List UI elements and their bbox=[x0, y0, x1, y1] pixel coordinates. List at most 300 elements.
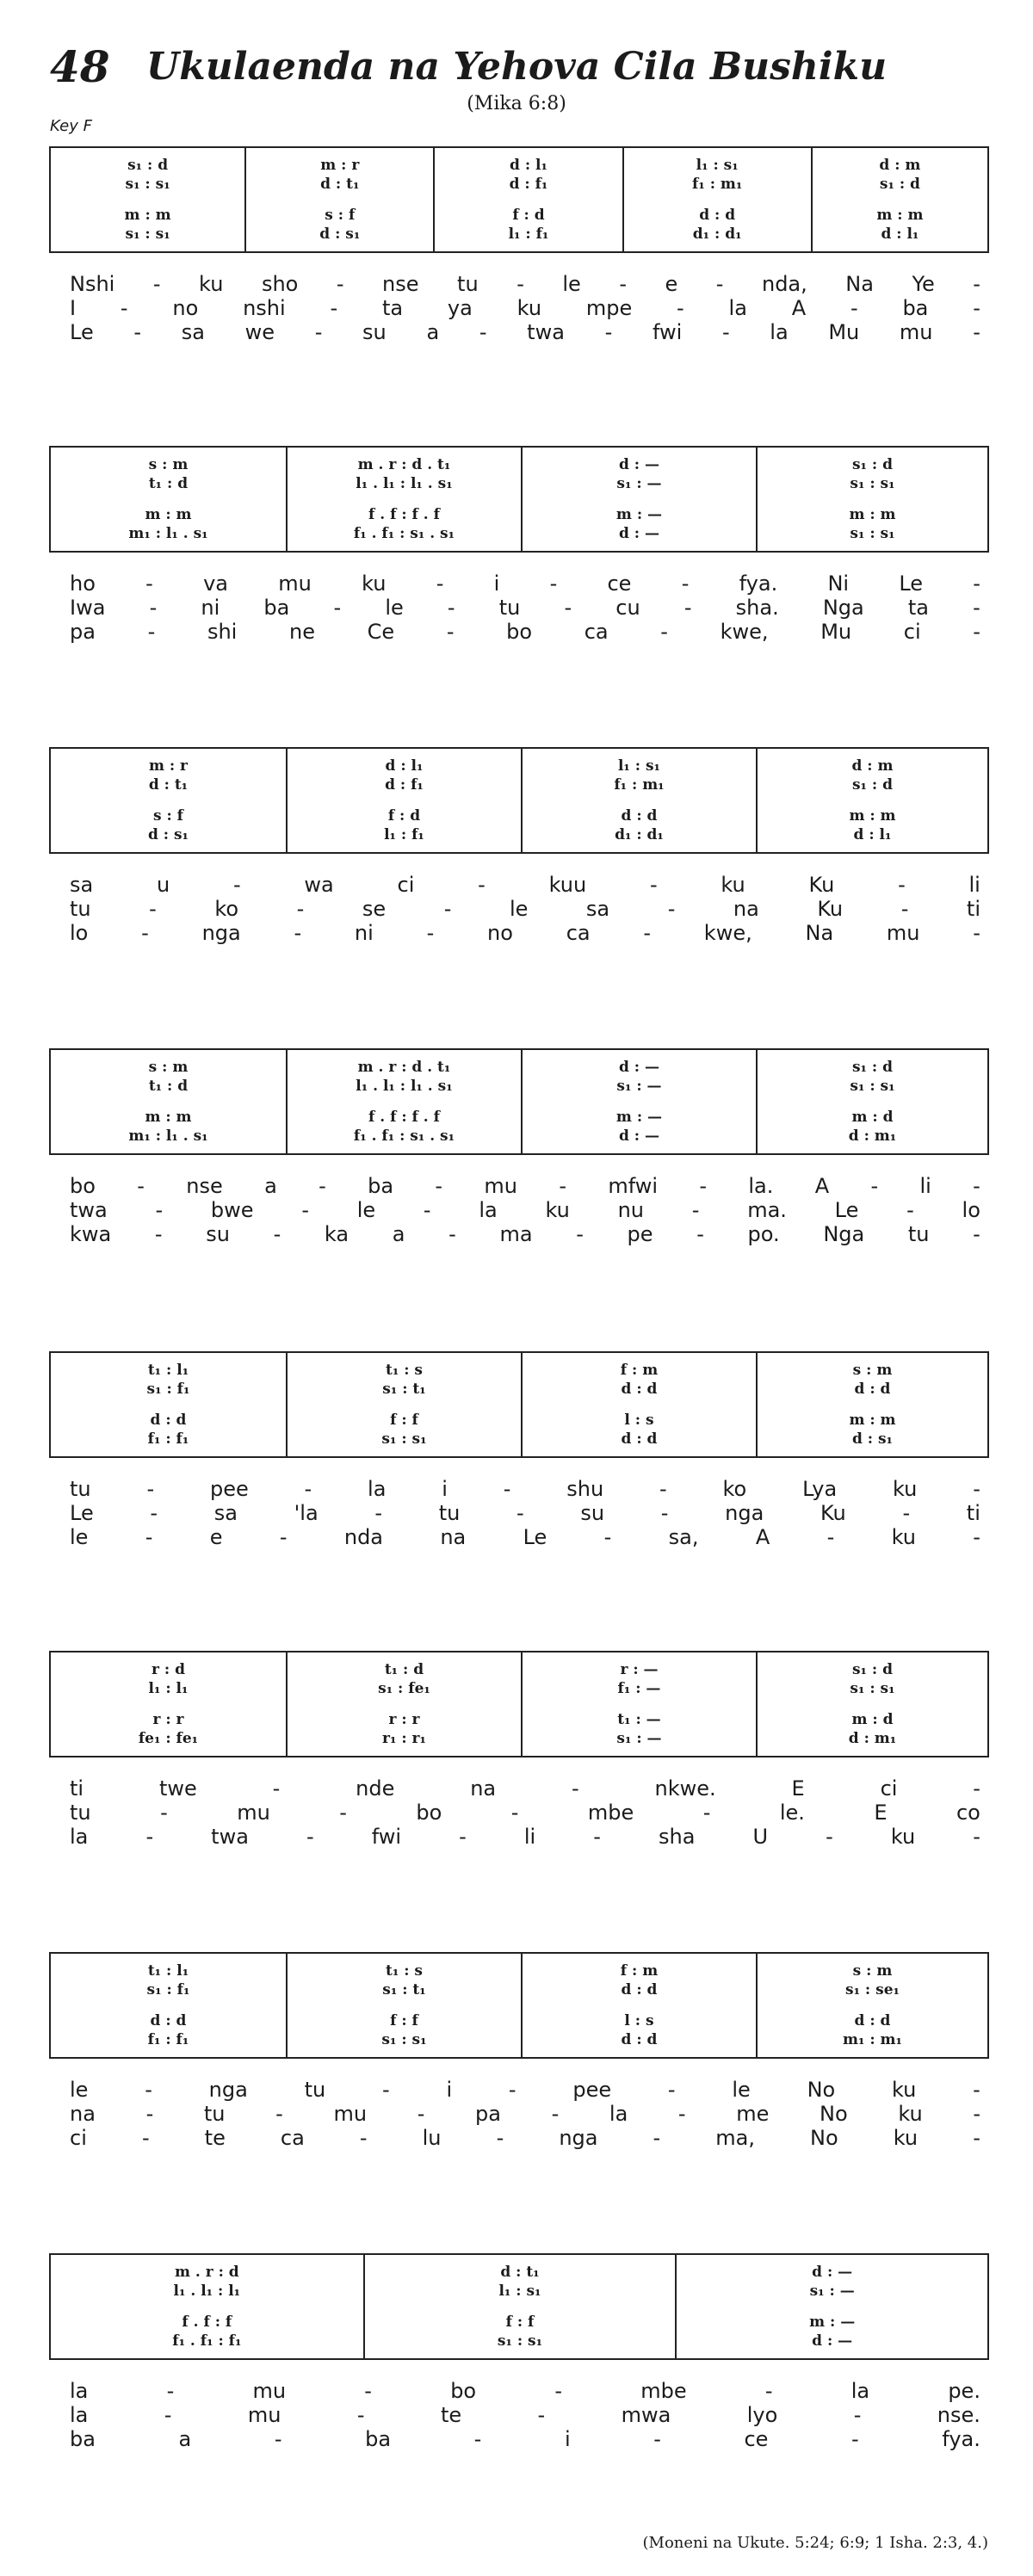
solfa-part-row bbox=[288, 506, 521, 523]
solfa-notes: s₁ : s₁ bbox=[850, 1680, 895, 1697]
lyric-syllable: - bbox=[660, 620, 668, 644]
solfa-notes: l₁ : l₁ bbox=[148, 1680, 189, 1697]
measure bbox=[811, 148, 987, 251]
lyric-syllable: - bbox=[906, 1198, 914, 1222]
lyric-syllable: tu bbox=[907, 1222, 930, 1246]
solfa-part-row bbox=[51, 2332, 363, 2350]
lyric-syllable: fwi bbox=[371, 1825, 402, 1849]
lyric-syllable: - bbox=[503, 1477, 511, 1501]
solfa-part-row bbox=[523, 1362, 756, 1379]
solfa-notes: r : — bbox=[620, 1661, 659, 1678]
solfa-part-row bbox=[246, 157, 433, 174]
lyric-line bbox=[49, 921, 989, 945]
solfa-part-row bbox=[246, 225, 433, 243]
lyric-syllable: Ku bbox=[808, 873, 835, 897]
lyrics-block bbox=[49, 873, 989, 945]
solfa-part-row bbox=[51, 807, 286, 825]
lyric-syllable: ku bbox=[891, 1525, 916, 1549]
lyric-syllable: - bbox=[721, 320, 730, 344]
solfa-notes: f : d bbox=[512, 207, 545, 224]
lyric-syllable: - bbox=[141, 921, 149, 945]
lyric-syllable: - bbox=[306, 1825, 314, 1849]
lyric-syllable: ku bbox=[545, 1198, 570, 1222]
solfa-notes: d : — bbox=[812, 2264, 853, 2281]
lyrics-block bbox=[49, 2078, 989, 2150]
solfa-part-row bbox=[288, 1680, 521, 1697]
lyric-syllable: la bbox=[368, 1477, 387, 1501]
lyric-syllable: sha. bbox=[735, 596, 779, 620]
lyric-syllable: mu bbox=[886, 921, 920, 945]
lyric-syllable: U bbox=[752, 1825, 769, 1849]
lyric-syllable: ce bbox=[607, 571, 632, 596]
solfa-notes: s₁ : s₁ bbox=[850, 475, 895, 492]
measure bbox=[521, 1652, 756, 1756]
solfa-notes: m : m bbox=[849, 506, 896, 523]
solfa-part-row bbox=[523, 776, 756, 794]
lyric-syllable: co bbox=[956, 1801, 980, 1825]
lyric-syllable: ka bbox=[324, 1222, 349, 1246]
lyric-syllable: - bbox=[279, 1525, 288, 1549]
measure bbox=[286, 749, 521, 852]
lyric-syllable: ci bbox=[397, 873, 415, 897]
lyric-syllable: - bbox=[426, 921, 435, 945]
lyric-syllable: nga bbox=[559, 2126, 598, 2150]
lyric-syllable: la bbox=[609, 2102, 628, 2126]
lyric-syllable: - bbox=[435, 1174, 443, 1198]
lyric-syllable: - bbox=[273, 1222, 281, 1246]
solfa-notes: s₁ : fe₁ bbox=[378, 1680, 430, 1697]
solfa-part-row bbox=[51, 2031, 286, 2048]
lyric-syllable: nda, bbox=[761, 272, 807, 296]
lyrics-block bbox=[49, 1776, 989, 1849]
lyric-syllable: i bbox=[564, 2427, 571, 2451]
lyric-syllable: shu bbox=[566, 1477, 604, 1501]
lyric-syllable: - bbox=[564, 596, 572, 620]
solfa-part-row bbox=[758, 1127, 987, 1145]
solfa-part-row bbox=[288, 475, 521, 492]
solfa-notes: f₁ : f₁ bbox=[147, 1430, 189, 1448]
solfa-staff bbox=[49, 1048, 989, 1155]
solfa-part-row bbox=[365, 2332, 676, 2350]
lyric-syllable: E bbox=[874, 1801, 888, 1825]
lyric-line bbox=[49, 2379, 989, 2403]
lyric-line bbox=[49, 571, 989, 596]
lyric-syllable: - bbox=[166, 2379, 175, 2403]
solfa-notes: f : m bbox=[620, 1962, 659, 1980]
lyric-syllable: twa bbox=[527, 320, 565, 344]
lyric-syllable: le bbox=[562, 272, 581, 296]
solfa-part-row bbox=[624, 225, 811, 243]
lyric-syllable: wa bbox=[304, 873, 334, 897]
solfa-part-row bbox=[51, 176, 244, 193]
solfa-notes: t₁ : l₁ bbox=[147, 1962, 189, 1980]
lyric-line bbox=[49, 873, 989, 897]
lyric-line bbox=[49, 1801, 989, 1825]
lyric-syllable: ku bbox=[892, 2078, 917, 2102]
measure bbox=[286, 1353, 521, 1456]
solfa-part-row bbox=[51, 1680, 286, 1697]
solfa-notes: l₁ : f₁ bbox=[384, 826, 424, 843]
solfa-part-row bbox=[677, 2264, 987, 2281]
solfa-notes: s₁ : s₁ bbox=[381, 1430, 427, 1448]
solfa-notes: m : d bbox=[851, 1711, 894, 1728]
solfa-part-row bbox=[523, 1381, 756, 1398]
lyric-line bbox=[49, 272, 989, 296]
solfa-part-row bbox=[813, 207, 987, 224]
solfa-part-row bbox=[758, 525, 987, 542]
lyric-syllable: ko bbox=[214, 897, 239, 921]
solfa-notes: d : t₁ bbox=[500, 2264, 540, 2281]
lyric-syllable: - bbox=[478, 873, 486, 897]
solfa-notes: f : m bbox=[620, 1362, 659, 1379]
solfa-part-row bbox=[758, 1680, 987, 1697]
lyrics-block bbox=[49, 272, 989, 344]
solfa-notes: f : f bbox=[390, 2012, 418, 2029]
solfa-notes: r : d bbox=[152, 1661, 185, 1678]
lyric-syllable: - bbox=[702, 1801, 711, 1825]
solfa-notes: s : f bbox=[152, 807, 183, 825]
lyric-syllable: pa bbox=[70, 620, 96, 644]
lyric-syllable: - bbox=[232, 873, 241, 897]
lyric-syllable: ca bbox=[566, 921, 591, 945]
solfa-part-row bbox=[523, 757, 756, 775]
solfa-part-row bbox=[758, 1430, 987, 1448]
solfa-staff bbox=[49, 2253, 989, 2360]
solfa-part-row bbox=[288, 525, 521, 542]
solfa-notes: f₁ : m₁ bbox=[692, 176, 743, 193]
lyric-syllable: ta bbox=[907, 596, 930, 620]
lyric-syllable: - bbox=[479, 320, 487, 344]
lyric-syllable: Na bbox=[805, 921, 834, 945]
solfa-part-row bbox=[758, 1962, 987, 1980]
solfa-part-row bbox=[51, 1981, 286, 1998]
lyric-line bbox=[49, 1477, 989, 1501]
solfa-notes: f₁ : — bbox=[617, 1680, 661, 1697]
lyric-syllable: - bbox=[446, 620, 455, 644]
measure bbox=[756, 1652, 987, 1756]
lyric-syllable: - bbox=[667, 2078, 676, 2102]
lyric-line bbox=[49, 1525, 989, 1549]
solfa-notes: d : d bbox=[621, 1381, 658, 1398]
lyric-syllable: Le bbox=[70, 1501, 94, 1525]
solfa-notes: s₁ : — bbox=[616, 1078, 662, 1095]
lyric-syllable: la bbox=[728, 296, 747, 320]
solfa-notes: s₁ : d bbox=[851, 1661, 893, 1678]
lyric-syllable: ni bbox=[201, 596, 220, 620]
lyric-syllable: ma, bbox=[715, 2126, 755, 2150]
lyric-syllable: la bbox=[70, 2379, 89, 2403]
solfa-part-row bbox=[51, 225, 244, 243]
lyric-syllable: ku bbox=[893, 2126, 919, 2150]
solfa-part-row bbox=[288, 1430, 521, 1448]
solfa-notes: s₁ : — bbox=[809, 2283, 855, 2300]
lyric-syllable: - bbox=[496, 2126, 504, 2150]
lyric-syllable: Lya bbox=[802, 1477, 838, 1501]
lyric-syllable: - bbox=[301, 1198, 309, 1222]
solfa-notes: s₁ : — bbox=[616, 475, 662, 492]
lyric-syllable: - bbox=[973, 1222, 980, 1246]
measure bbox=[675, 2255, 987, 2358]
solfa-notes: s₁ : s₁ bbox=[125, 225, 170, 243]
solfa-part-row bbox=[523, 1661, 756, 1678]
solfa-notes: m : m bbox=[876, 207, 924, 224]
lyric-syllable: A bbox=[791, 296, 807, 320]
lyric-syllable: nse bbox=[186, 1174, 223, 1198]
lyric-syllable: ku bbox=[890, 1825, 916, 1849]
lyric-syllable: mpe bbox=[585, 296, 633, 320]
solfa-part-row bbox=[523, 1730, 756, 1747]
lyric-syllable: - bbox=[516, 1501, 524, 1525]
solfa-notes: f . f : f bbox=[182, 2313, 232, 2331]
solfa-notes: d : — bbox=[618, 1059, 659, 1076]
lyric-syllable: A bbox=[814, 1174, 830, 1198]
lyric-syllable: sho bbox=[261, 272, 299, 296]
solfa-notes: d : m₁ bbox=[848, 1730, 897, 1747]
solfa-part-row bbox=[288, 2031, 521, 2048]
lyric-syllable: - bbox=[339, 1801, 347, 1825]
lyric-syllable: - bbox=[417, 2102, 425, 2126]
lyrics-block bbox=[49, 1477, 989, 1549]
lyric-syllable: mbe bbox=[587, 1801, 634, 1825]
lyric-syllable: ne bbox=[288, 620, 315, 644]
measure bbox=[521, 448, 756, 551]
lyric-syllable: na bbox=[470, 1776, 497, 1801]
lyric-syllable: kwe, bbox=[720, 620, 769, 644]
lyric-syllable: ba bbox=[902, 296, 929, 320]
solfa-part-row bbox=[523, 1981, 756, 1998]
solfa-notes: f₁ . f₁ : s₁ . s₁ bbox=[353, 525, 455, 542]
solfa-part-row bbox=[435, 225, 622, 243]
lyric-syllable: i bbox=[446, 2078, 453, 2102]
solfa-part-row bbox=[288, 456, 521, 473]
solfa-notes: t₁ : — bbox=[617, 1711, 661, 1728]
lyric-syllable: ba bbox=[70, 2427, 96, 2451]
lyric-syllable: - bbox=[314, 320, 323, 344]
lyric-syllable: pee bbox=[572, 2078, 612, 2102]
lyric-syllable: - bbox=[150, 1501, 158, 1525]
lyric-syllable: - bbox=[900, 897, 909, 921]
solfa-notes: f . f : f . f bbox=[368, 1109, 440, 1126]
solfa-notes: s₁ : se₁ bbox=[845, 1981, 900, 1998]
solfa-staff bbox=[49, 1651, 989, 1757]
lyric-syllable: - bbox=[154, 1222, 163, 1246]
solfa-notes: d : — bbox=[618, 1127, 659, 1145]
lyric-syllable: - bbox=[973, 2078, 980, 2102]
solfa-notes: f₁ : f₁ bbox=[147, 2031, 189, 2048]
solfa-part-row bbox=[288, 807, 521, 825]
solfa-notes: d : — bbox=[618, 456, 659, 473]
solfa-part-row bbox=[365, 2283, 676, 2300]
lyric-syllable: Ce bbox=[367, 620, 395, 644]
solfa-part-row bbox=[365, 2313, 676, 2331]
lyric-line bbox=[49, 620, 989, 644]
solfa-part-row bbox=[51, 1109, 286, 1126]
measure bbox=[286, 448, 521, 551]
solfa-part-row bbox=[246, 207, 433, 224]
lyric-syllable: a bbox=[264, 1174, 277, 1198]
solfa-notes: t₁ : d bbox=[384, 1661, 424, 1678]
lyric-syllable: - bbox=[294, 921, 302, 945]
lyric-syllable: ba bbox=[368, 1174, 394, 1198]
lyric-syllable: la. bbox=[748, 1174, 774, 1198]
lyric-syllable: ca bbox=[584, 620, 609, 644]
solfa-notes: s₁ : t₁ bbox=[382, 1381, 426, 1398]
lyric-syllable: - bbox=[593, 1825, 601, 1849]
solfa-notes: t₁ : l₁ bbox=[147, 1362, 189, 1379]
solfa-part-row bbox=[523, 456, 756, 473]
solfa-part-row bbox=[288, 1362, 521, 1379]
lyric-syllable: - bbox=[973, 320, 980, 344]
solfa-notes: s₁ : s₁ bbox=[850, 1078, 895, 1095]
lyric-syllable: - bbox=[333, 596, 342, 620]
solfa-part-row bbox=[51, 1059, 286, 1076]
solfa-notes: f : f bbox=[390, 1412, 418, 1429]
solfa-notes: m : d bbox=[851, 1109, 894, 1126]
lyric-syllable: mu bbox=[237, 1801, 270, 1825]
lyric-syllable: nse bbox=[382, 272, 419, 296]
solfa-notes: d : m₁ bbox=[848, 1127, 897, 1145]
lyric-syllable: ti bbox=[966, 897, 980, 921]
lyric-syllable: nse. bbox=[937, 2403, 980, 2427]
lyric-syllable: - bbox=[516, 272, 524, 296]
solfa-part-row bbox=[288, 1661, 521, 1678]
solfa-notes: d : d bbox=[150, 1412, 187, 1429]
solfa-notes: m : — bbox=[615, 1109, 663, 1126]
lyric-line bbox=[49, 2126, 989, 2150]
solfa-part-row bbox=[523, 1412, 756, 1429]
lyric-syllable: Le bbox=[523, 1525, 547, 1549]
lyric-syllable: - bbox=[559, 1174, 566, 1198]
lyric-syllable: E bbox=[791, 1776, 805, 1801]
lyric-syllable: mu bbox=[899, 320, 933, 344]
lyric-syllable: no bbox=[487, 921, 513, 945]
solfa-part-row bbox=[523, 1711, 756, 1728]
lyric-syllable: mwa bbox=[621, 2403, 671, 2427]
solfa-notes: l : s bbox=[624, 2012, 654, 2029]
solfa-notes: d : l₁ bbox=[853, 826, 892, 843]
lyric-syllable: - bbox=[152, 272, 161, 296]
lyric-syllable: - bbox=[447, 596, 455, 620]
lyric-syllable: - bbox=[973, 2126, 980, 2150]
lyrics-block bbox=[49, 571, 989, 644]
measure bbox=[756, 749, 987, 852]
solfa-notes: m : r bbox=[148, 757, 189, 775]
lyric-syllable: ba bbox=[365, 2427, 392, 2451]
lyric-syllable: nu bbox=[617, 1198, 645, 1222]
lyric-syllable: - bbox=[973, 1174, 980, 1198]
solfa-part-row bbox=[523, 2012, 756, 2029]
solfa-part-row bbox=[624, 207, 811, 224]
solfa-notes: m : m bbox=[145, 1109, 192, 1126]
lyric-syllable: ho bbox=[70, 571, 96, 596]
lyric-syllable: 'la bbox=[294, 1501, 319, 1525]
lyric-syllable: - bbox=[667, 897, 676, 921]
lyric-line bbox=[49, 1825, 989, 1849]
solfa-notes: m : — bbox=[615, 506, 663, 523]
solfa-part-row bbox=[288, 757, 521, 775]
solfa-part-row bbox=[288, 1730, 521, 1747]
lyric-syllable: - bbox=[603, 1525, 612, 1549]
lyric-syllable: mbe bbox=[640, 2379, 687, 2403]
lyric-syllable: - bbox=[133, 320, 142, 344]
lyric-syllable: kwe, bbox=[703, 921, 752, 945]
lyric-syllable: i bbox=[493, 571, 500, 596]
solfa-notes: s₁ : s₁ bbox=[125, 176, 170, 193]
solfa-part-row bbox=[288, 1412, 521, 1429]
solfa-part-row bbox=[677, 2332, 987, 2350]
solfa-notes: d : m bbox=[851, 757, 894, 775]
solfa-part-row bbox=[523, 1430, 756, 1448]
lyric-syllable: - bbox=[145, 2102, 154, 2126]
lyric-syllable: - bbox=[146, 1477, 155, 1501]
solfa-notes: d : f₁ bbox=[385, 776, 424, 794]
solfa-notes: d : d bbox=[699, 207, 736, 224]
lyric-syllable: a bbox=[426, 320, 440, 344]
lyric-syllable: ku bbox=[199, 272, 224, 296]
lyric-syllable: ci bbox=[70, 2126, 87, 2150]
measure bbox=[51, 2255, 363, 2358]
solfa-notes: s₁ : — bbox=[616, 1730, 662, 1747]
lyric-syllable: - bbox=[330, 296, 338, 320]
lyric-syllable: e bbox=[665, 272, 678, 296]
lyric-syllable: lu bbox=[422, 2126, 442, 2150]
lyric-syllable: - bbox=[850, 296, 858, 320]
lyric-syllable: we bbox=[244, 320, 275, 344]
lyric-syllable: le bbox=[356, 1198, 376, 1222]
lyric-syllable: nkwe. bbox=[654, 1776, 716, 1801]
lyric-syllable: te bbox=[204, 2126, 226, 2150]
lyric-syllable: Ye bbox=[912, 272, 935, 296]
lyric-syllable: - bbox=[851, 2427, 859, 2451]
lyrics-block bbox=[49, 2379, 989, 2451]
lyric-syllable: No bbox=[807, 2078, 836, 2102]
scripture-reference: (Mika 6:8) bbox=[467, 93, 566, 114]
lyric-syllable: ku bbox=[721, 873, 745, 897]
lyric-syllable: ma bbox=[499, 1222, 533, 1246]
lyric-syllable: le bbox=[732, 2078, 751, 2102]
lyric-syllable: ku bbox=[516, 296, 542, 320]
lyric-syllable: Na bbox=[845, 272, 874, 296]
solfa-part-row bbox=[288, 1962, 521, 1980]
lyric-syllable: sa bbox=[70, 873, 94, 897]
solfa-notes: s : f bbox=[325, 207, 356, 224]
solfa-notes: d : d bbox=[854, 1381, 891, 1398]
lyric-syllable: - bbox=[764, 2379, 773, 2403]
solfa-part-row bbox=[288, 1127, 521, 1145]
lyric-syllable: - bbox=[275, 2102, 283, 2126]
lyric-syllable: le bbox=[70, 2078, 89, 2102]
lyric-syllable: - bbox=[145, 1525, 153, 1549]
solfa-notes: s₁ : d bbox=[851, 1059, 893, 1076]
solfa-part-row bbox=[51, 1127, 286, 1145]
measure bbox=[622, 148, 811, 251]
solfa-notes: s₁ : d bbox=[851, 456, 893, 473]
solfa-notes: s₁ : d bbox=[127, 157, 169, 174]
lyric-syllable: - bbox=[653, 2427, 661, 2451]
solfa-notes: l₁ : s₁ bbox=[617, 757, 660, 775]
lyric-syllable: - bbox=[973, 296, 980, 320]
lyric-syllable: - bbox=[473, 2427, 482, 2451]
lyric-syllable: - bbox=[145, 571, 153, 596]
lyric-syllable: bwe bbox=[210, 1198, 254, 1222]
lyric-syllable: lyo bbox=[746, 2403, 778, 2427]
lyric-syllable: - bbox=[551, 2102, 560, 2126]
lyric-syllable: sa, bbox=[668, 1525, 699, 1549]
lyric-syllable: - bbox=[274, 2427, 282, 2451]
lyric-line bbox=[49, 596, 989, 620]
solfa-part-row bbox=[758, 1381, 987, 1398]
lyric-syllable: ba bbox=[263, 596, 290, 620]
